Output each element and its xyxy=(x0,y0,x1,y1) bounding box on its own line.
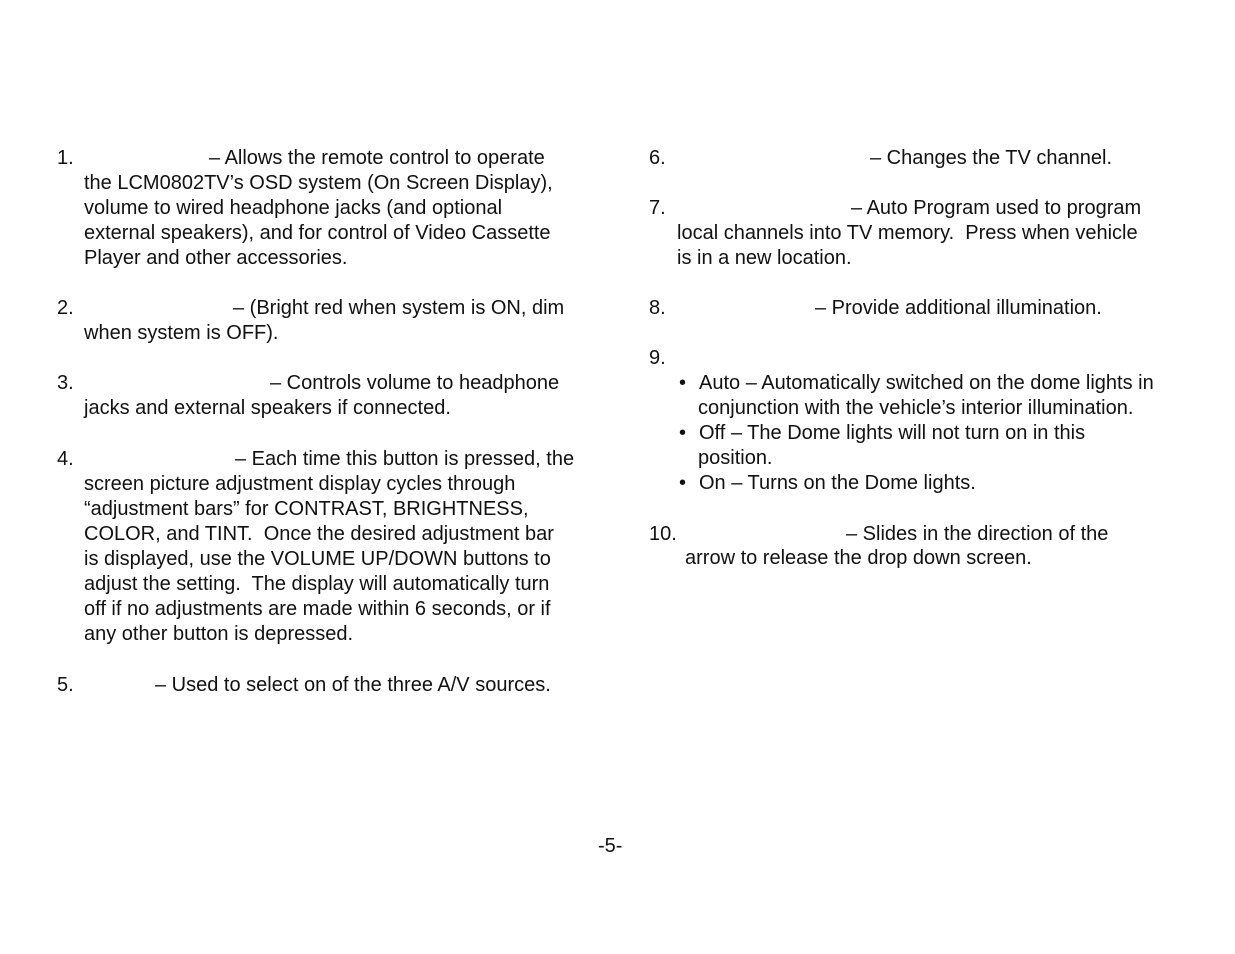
page-number: -5- xyxy=(598,835,623,857)
bullet-icon: • xyxy=(679,472,687,494)
bullet-text-line: conjunction with the vehicle’s interior illumination. xyxy=(698,397,1134,419)
item-text-line: is in a new location. xyxy=(677,247,852,269)
item-number: 1. xyxy=(57,147,74,169)
item-text-line: off if no adjustments are made within 6 seconds, or if xyxy=(84,598,551,620)
item-text-line: is displayed, use the VOLUME UP/DOWN buttons to xyxy=(84,548,551,570)
item-text-line: – Each time this button is pressed, the xyxy=(235,448,575,470)
item-text-line: COLOR, and TINT. Once the desired adjustment bar xyxy=(84,523,554,545)
bullet-text-line: position. xyxy=(698,447,773,469)
item-text-line: local channels into TV memory. Press when vehicle xyxy=(677,222,1138,244)
item-text-line: the LCM0802TV’s OSD system (On Screen Display), xyxy=(84,172,553,194)
item-text-line: when system is OFF). xyxy=(84,322,279,344)
item-text-line: – Allows the remote control to operate xyxy=(209,147,545,169)
item-text-line: adjust the setting. The display will automatically turn xyxy=(84,573,550,595)
item-text-line: Player and other accessories. xyxy=(84,247,348,269)
item-number: 10. xyxy=(649,523,677,545)
item-text-line: “adjustment bars” for CONTRAST, BRIGHTNESS, xyxy=(84,498,529,520)
item-text-line: screen picture adjustment display cycles through xyxy=(84,473,516,495)
item-number: 6. xyxy=(649,147,666,169)
item-text-line: – Provide additional illumination. xyxy=(815,297,1102,319)
bullet-icon: • xyxy=(679,422,687,444)
bullet-text-line: On – Turns on the Dome lights. xyxy=(699,472,976,494)
bullet-icon: • xyxy=(679,372,687,394)
item-text-line: – Controls volume to headphone xyxy=(270,372,560,394)
item-number: 4. xyxy=(57,448,74,470)
item-text-line: jacks and external speakers if connected. xyxy=(84,397,451,419)
item-text-line: – (Bright red when system is ON, dim xyxy=(233,297,565,319)
item-text-line: any other button is depressed. xyxy=(84,623,354,645)
item-number: 9. xyxy=(649,347,666,369)
item-text-line: volume to wired headphone jacks (and optional xyxy=(84,197,503,219)
item-number: 8. xyxy=(649,297,666,319)
item-text-line: – Changes the TV channel. xyxy=(870,147,1113,169)
item-number: 5. xyxy=(57,674,74,696)
item-number: 7. xyxy=(649,197,666,219)
bullet-text-line: Off – The Dome lights will not turn on in this xyxy=(699,422,1086,444)
item-text-line: arrow to release the drop down screen. xyxy=(685,547,1032,569)
item-text-line: – Used to select on of the three A/V sources. xyxy=(155,674,551,696)
item-number: 2. xyxy=(57,297,74,319)
item-text-line: – Slides in the direction of the xyxy=(846,523,1109,545)
bullet-text-line: Auto – Automatically switched on the dome lights in xyxy=(699,372,1154,394)
item-number: 3. xyxy=(57,372,74,394)
item-text-line: – Auto Program used to program xyxy=(851,197,1142,219)
item-text-line: external speakers), and for control of Video Cassette xyxy=(84,222,551,244)
